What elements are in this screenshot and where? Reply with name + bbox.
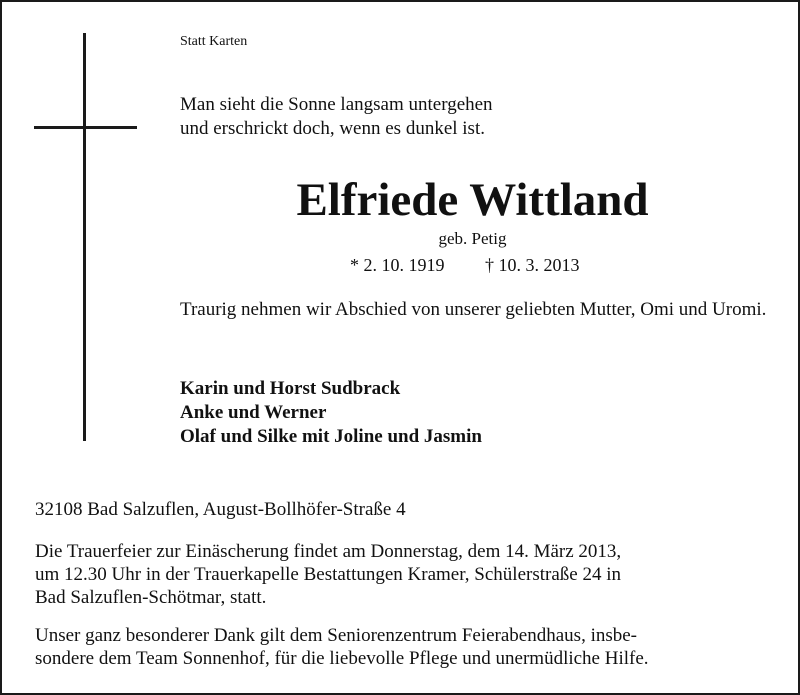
farewell-text: Traurig nehmen wir Abschied von unserer geliebten Mutter, Omi und Uromi.: [180, 299, 767, 320]
funeral-info-line: um 12.30 Uhr in der Trauerkapelle Bestattungen Kramer, Schülerstraße 24 in: [35, 564, 621, 585]
life-dates: [350, 254, 580, 276]
header-text: Statt Karten: [180, 34, 248, 49]
funeral-info: [35, 540, 621, 609]
deceased-name: Elfriede Wittland: [296, 174, 649, 226]
birth-name: geb. Petig: [438, 229, 507, 248]
cross-vertical-bar: [83, 33, 86, 441]
funeral-info-line: Bad Salzuflen-Schötmar, statt.: [35, 587, 267, 608]
address: 32108 Bad Salzuflen, August-Bollhöfer-Straße 4: [35, 499, 406, 520]
thanks-line: sondere dem Team Sonnenhof, für die liebevolle Pflege und unermüdliche Hilfe.: [35, 648, 649, 669]
thanks-line: Unser ganz besonderer Dank gilt dem Seniorenzentrum Feierabendhaus, insbe-: [35, 625, 637, 646]
death-date: † 10. 3. 2013: [485, 255, 580, 275]
family-list: [180, 377, 482, 449]
family-member: Olaf und Silke mit Joline und Jasmin: [180, 426, 482, 447]
funeral-info-line: Die Trauerfeier zur Einäscherung findet am Donnerstag, dem 14. März 2013,: [35, 541, 622, 562]
poem-line: und erschrickt doch, wenn es dunkel ist.: [180, 118, 485, 139]
poem: [180, 93, 493, 141]
family-member: Karin und Horst Sudbrack: [180, 378, 401, 399]
poem-line: Man sieht die Sonne langsam untergehen: [180, 94, 493, 115]
cross-horizontal-bar: [34, 126, 137, 129]
family-member: Anke und Werner: [180, 402, 327, 423]
thanks-text: [35, 624, 649, 670]
birth-date: * 2. 10. 1919: [350, 255, 445, 275]
